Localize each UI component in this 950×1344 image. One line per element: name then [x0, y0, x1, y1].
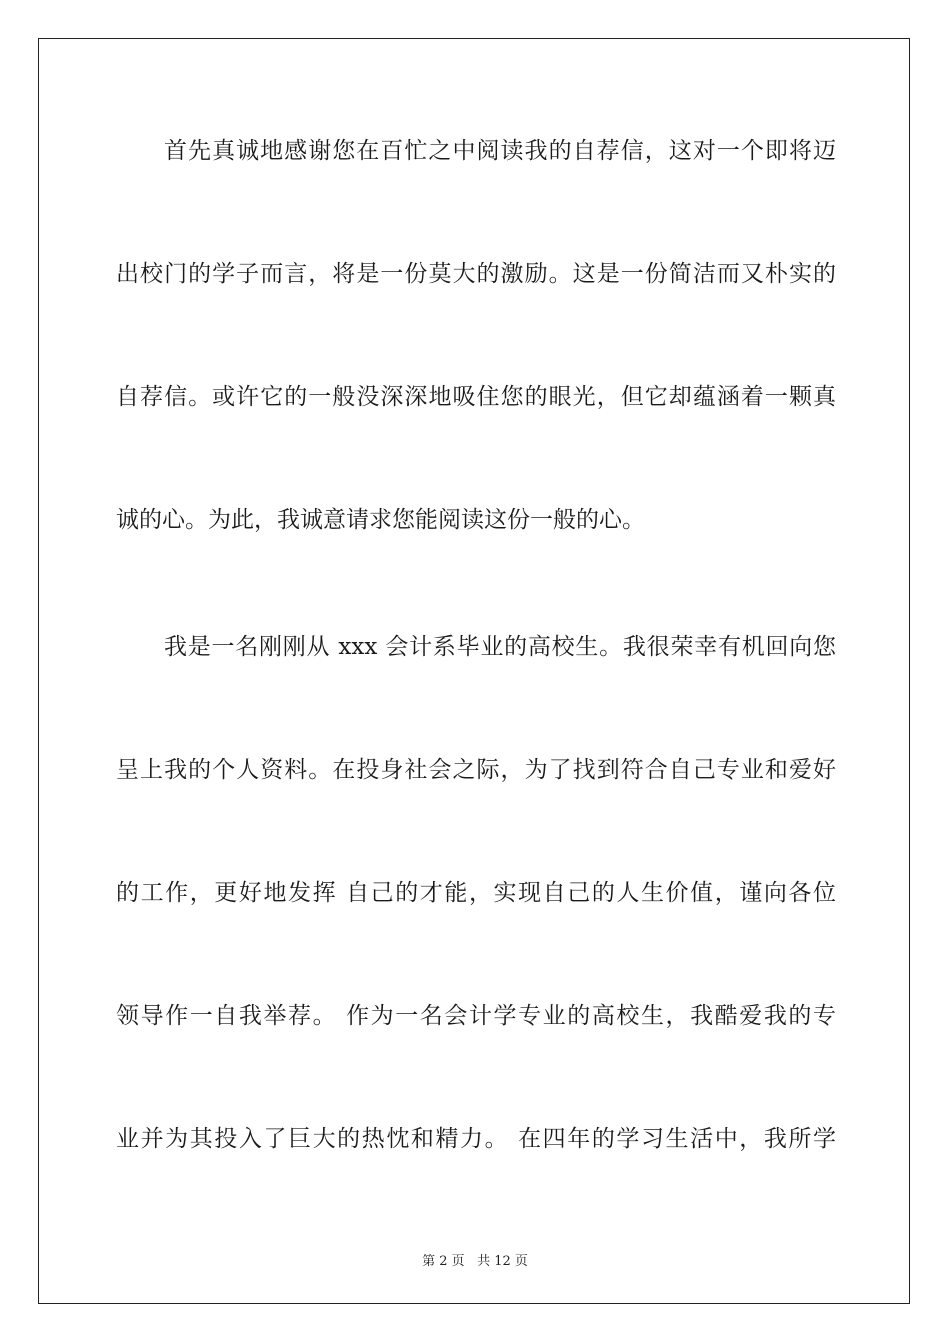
- page-border: [38, 38, 910, 1304]
- text-line: 我是一名刚刚从 xxx 会计系毕业的高校生。我很荣幸有机回向您: [164, 634, 836, 660]
- page-number: 第 2 页: [422, 1254, 465, 1269]
- text-line: 首先真诚地感谢您在百忙之中阅读我的自荐信，这对一个即将迈: [164, 138, 836, 164]
- text-line: 呈上我的个人资料。在投身社会之际，为了找到符合自己专业和爱好: [116, 757, 836, 783]
- page-total: 共 12 页: [477, 1254, 528, 1269]
- text-line: 诚的心。为此，我诚意请求您能阅读这份一般的心。: [116, 507, 645, 533]
- text-line: 的工作，更好地发挥 自己的才能，实现自己的人生价值，谨向各位: [116, 880, 836, 906]
- text-line: 出校门的学子而言，将是一份莫大的激励。这是一份简洁而又朴实的: [116, 261, 836, 287]
- text-line: 自荐信。或许它的一般没深深地吸住您的眼光，但它却蕴涵着一颗真: [116, 384, 836, 410]
- text-line: 领导作一自我举荐。 作为一名会计学专业的高校生，我酷爱我的专: [116, 1003, 836, 1029]
- page-footer: [0, 1250, 950, 1269]
- text-line: 业并为其投入了巨大的热忱和精力。 在四年的学习生活中，我所学: [116, 1126, 836, 1152]
